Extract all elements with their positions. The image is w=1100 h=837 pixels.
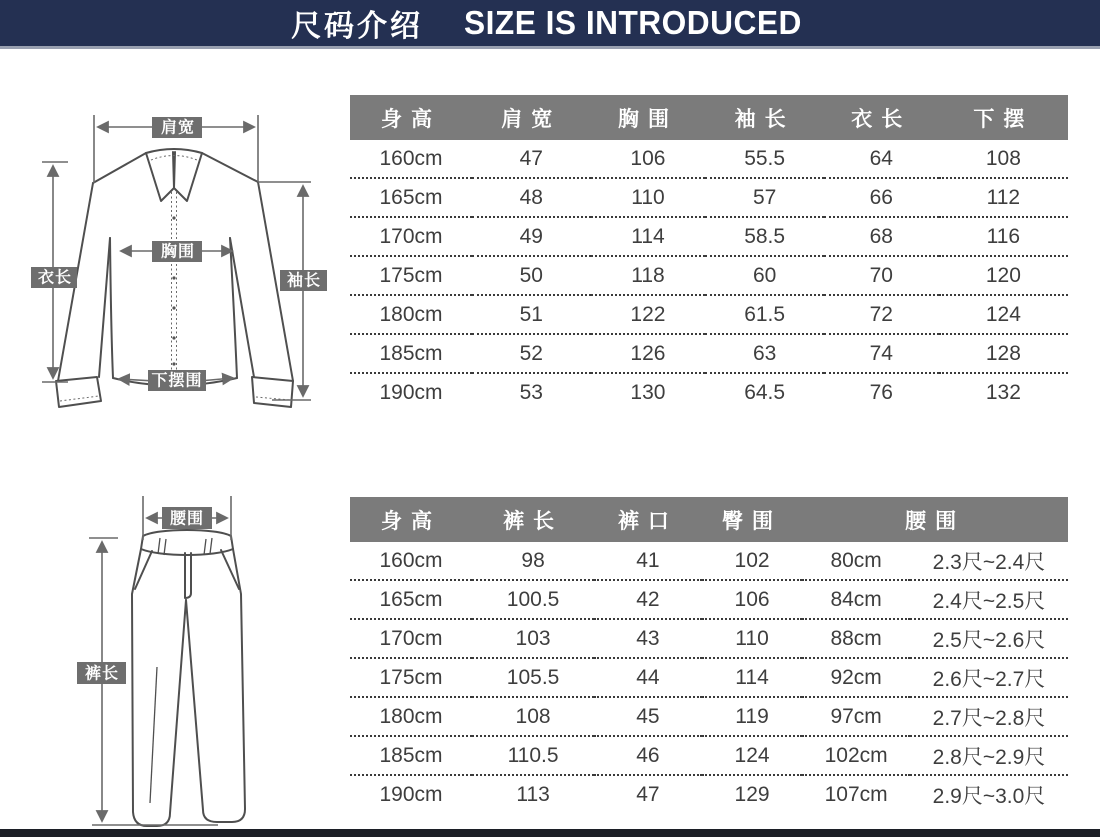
table-cell: 110.5 xyxy=(472,736,594,775)
table-cell: 45 xyxy=(594,697,702,736)
body-length-label: 衣长 xyxy=(37,269,73,287)
table-row xyxy=(350,295,1068,334)
table-cell: 74 xyxy=(824,334,939,373)
table-row xyxy=(350,256,1068,295)
hem-label: 下摆围 xyxy=(151,372,203,390)
chest-label: 胸围 xyxy=(160,243,196,261)
chest-measure xyxy=(121,241,232,262)
table-row xyxy=(350,334,1068,373)
waist-label: 腰围 xyxy=(169,510,205,528)
table-cell: 70 xyxy=(824,256,939,295)
table-cell: 2.9尺~3.0尺 xyxy=(932,784,1046,808)
table-cell: 2.3尺~2.4尺 xyxy=(910,542,1068,580)
table-cell: 72 xyxy=(824,295,939,334)
table-cell: 185cm xyxy=(350,736,472,775)
table-cell: 98 xyxy=(472,542,594,580)
table-row xyxy=(350,217,1068,256)
pants-table-body xyxy=(350,542,1068,813)
table-cell: 97cm xyxy=(802,697,910,736)
table-row xyxy=(350,775,1068,813)
table-cell: 110 xyxy=(591,178,706,217)
table-cell: 107cm xyxy=(824,782,888,806)
table-cell: 57 xyxy=(705,178,823,217)
column-header: 裤口 xyxy=(594,497,702,542)
hem-measure xyxy=(119,370,233,391)
table-cell: 102 xyxy=(702,542,803,580)
waist-measure xyxy=(143,496,231,540)
table-cell: 190cm xyxy=(379,782,443,806)
table-cell: 2.7尺~2.8尺 xyxy=(910,697,1068,736)
shoulder-label: 肩宽 xyxy=(160,119,196,137)
table-cell: 64 xyxy=(824,140,939,178)
pants-size-table xyxy=(350,497,1068,813)
column-header: 臀围 xyxy=(702,497,803,542)
table-cell: 165cm xyxy=(350,178,472,217)
table-cell: 170cm xyxy=(350,217,472,256)
table-cell: 68 xyxy=(824,217,939,256)
table-cell: 116 xyxy=(939,217,1068,256)
table-cell: 120 xyxy=(939,256,1068,295)
table-cell: 58.5 xyxy=(705,217,823,256)
table-cell: 105.5 xyxy=(472,658,594,697)
shirt-measurement-diagram xyxy=(25,100,340,420)
table-row xyxy=(350,697,1068,736)
table-cell: 124 xyxy=(939,295,1068,334)
table-cell: 108 xyxy=(472,697,594,736)
table-cell: 92cm xyxy=(802,658,910,697)
table-cell: 160cm xyxy=(350,542,472,580)
table-cell: 43 xyxy=(594,619,702,658)
column-header: 胸围 xyxy=(591,95,706,140)
column-header: 袖长 xyxy=(705,95,823,140)
table-cell: 114 xyxy=(702,658,803,697)
table-cell: 76 xyxy=(869,380,893,404)
table-row xyxy=(350,619,1068,658)
column-header: 身高 xyxy=(350,497,472,542)
table-cell: 165cm xyxy=(350,580,472,619)
table-cell: 2.5尺~2.6尺 xyxy=(910,619,1068,658)
table-cell: 2.8尺~2.9尺 xyxy=(910,736,1068,775)
table-cell: 118 xyxy=(591,256,706,295)
table-cell: 103 xyxy=(472,619,594,658)
table-row xyxy=(350,373,1068,411)
table-cell: 60 xyxy=(705,256,823,295)
header-row xyxy=(350,497,1068,542)
title-chinese: 尺码介绍 xyxy=(291,10,424,43)
table-row xyxy=(350,542,1068,580)
table-cell: 106 xyxy=(702,580,803,619)
table-row xyxy=(350,140,1068,178)
table-cell: 80cm xyxy=(802,542,910,580)
table-cell: 128 xyxy=(939,334,1068,373)
table-cell: 180cm xyxy=(350,295,472,334)
table-cell: 126 xyxy=(591,334,706,373)
table-cell: 175cm xyxy=(350,658,472,697)
table-cell: 42 xyxy=(594,580,702,619)
table-cell: 112 xyxy=(939,178,1068,217)
pants-outline xyxy=(132,530,245,826)
body-length-measure xyxy=(31,162,77,382)
table-cell: 108 xyxy=(939,140,1068,178)
shirt-size-table xyxy=(350,95,1068,411)
table-cell: 88cm xyxy=(802,619,910,658)
table-cell: 55.5 xyxy=(705,140,823,178)
column-header: 腰围 xyxy=(802,497,1068,542)
table-cell: 53 xyxy=(519,380,543,404)
table-cell: 66 xyxy=(824,178,939,217)
column-header: 衣长 xyxy=(824,95,939,140)
table-cell: 47 xyxy=(472,140,590,178)
table-cell: 185cm xyxy=(350,334,472,373)
pants-measurement-diagram xyxy=(60,472,360,832)
table-row xyxy=(350,658,1068,697)
table-cell: 100.5 xyxy=(472,580,594,619)
table-cell: 110 xyxy=(702,619,803,658)
table-cell: 102cm xyxy=(802,736,910,775)
column-header: 裤长 xyxy=(472,497,594,542)
table-cell: 49 xyxy=(472,217,590,256)
table-cell: 129 xyxy=(734,782,770,806)
table-cell: 64.5 xyxy=(744,380,786,404)
table-row xyxy=(350,736,1068,775)
table-cell: 48 xyxy=(472,178,590,217)
shirt-outline xyxy=(56,149,293,407)
table-cell: 113 xyxy=(516,782,550,806)
table-cell: 119 xyxy=(702,697,803,736)
table-cell: 124 xyxy=(702,736,803,775)
title-banner xyxy=(0,0,1100,49)
header-row xyxy=(350,95,1068,140)
table-cell: 51 xyxy=(472,295,590,334)
sleeve-length-measure xyxy=(258,182,327,400)
shirt-table-body xyxy=(350,140,1068,411)
table-cell: 63 xyxy=(705,334,823,373)
table-row xyxy=(350,580,1068,619)
table-cell: 2.4尺~2.5尺 xyxy=(910,580,1068,619)
column-header: 下摆 xyxy=(939,95,1068,140)
table-cell: 190cm xyxy=(379,380,443,404)
title-english: SIZE IS INTRODUCED xyxy=(464,4,802,41)
table-cell: 2.6尺~2.7尺 xyxy=(910,658,1068,697)
table-cell: 84cm xyxy=(802,580,910,619)
bottom-divider-bar xyxy=(0,829,1100,837)
table-cell: 175cm xyxy=(350,256,472,295)
table-cell: 170cm xyxy=(350,619,472,658)
table-cell: 160cm xyxy=(350,140,472,178)
table-cell: 130 xyxy=(630,380,666,404)
table-cell: 46 xyxy=(594,736,702,775)
table-cell: 180cm xyxy=(350,697,472,736)
table-cell: 44 xyxy=(594,658,702,697)
sleeve-label: 袖长 xyxy=(286,272,322,290)
pants-length-measure xyxy=(77,538,218,825)
table-cell: 106 xyxy=(591,140,706,178)
table-cell: 114 xyxy=(591,217,706,256)
pants-length-label: 裤长 xyxy=(84,665,120,683)
table-cell: 50 xyxy=(472,256,590,295)
table-cell: 47 xyxy=(636,782,660,806)
table-cell: 61.5 xyxy=(705,295,823,334)
shirt-table-header xyxy=(350,95,1068,140)
table-cell: 122 xyxy=(591,295,706,334)
column-header: 肩宽 xyxy=(472,95,590,140)
table-cell: 52 xyxy=(472,334,590,373)
table-cell: 132 xyxy=(985,380,1021,404)
column-header: 身高 xyxy=(350,95,472,140)
table-row xyxy=(350,178,1068,217)
table-cell: 41 xyxy=(594,542,702,580)
pants-table-header xyxy=(350,497,1068,542)
